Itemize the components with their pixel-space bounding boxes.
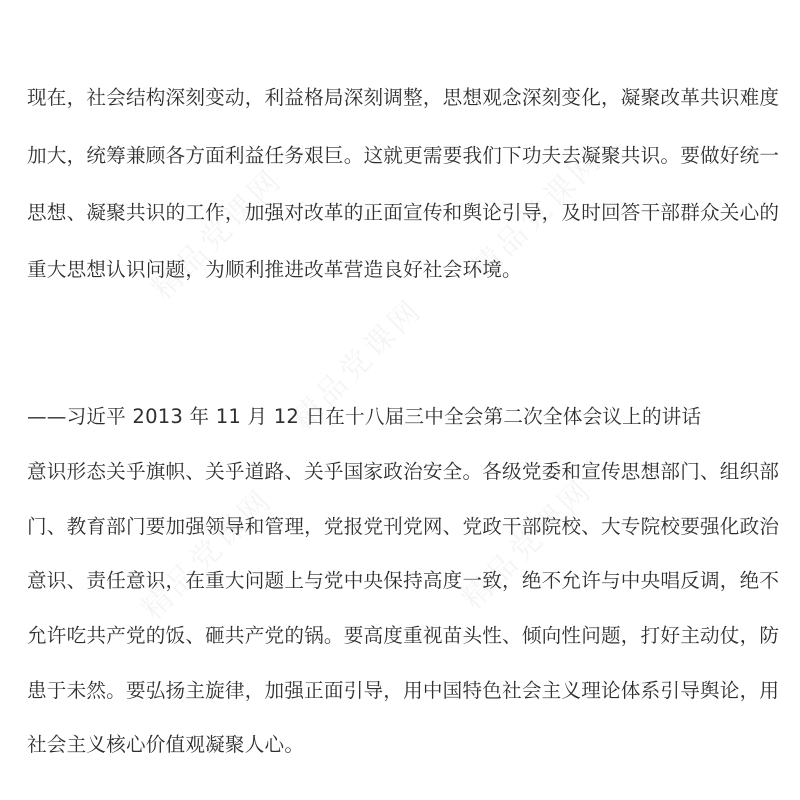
text-line: 加大，统筹兼顾各方面利益任务艰巨。这就更需要我们下功夫去凝聚共识。要做好统一: [27, 144, 780, 167]
watermark: [129, 476, 280, 627]
text-line: 允许吃共产党的饭、砸共产党的锅。要高度重视苗头性、倾向性问题，打好主动仗，防: [27, 624, 780, 647]
watermark: [139, 156, 290, 307]
text-line: 重大思想认识问题，为顺利推进改革营造良好社会环境。: [27, 258, 522, 281]
watermark: [449, 466, 600, 617]
attribution: ——习近平 2013 年 11 月 12 日在十八届三中全会第二次全体会议上的讲话: [27, 405, 702, 428]
text-line: 现在，社会结构深刻变动，利益格局深刻调整，思想观念深刻变化，凝聚改革共识难度: [27, 86, 780, 109]
text-line: 思想、凝聚共识的工作，加强对改革的正面宣传和舆论引导，及时回答干部群众关心的: [27, 201, 780, 224]
text-line: 社会主义核心价值观凝聚人心。: [27, 733, 305, 756]
text-line: 意识形态关乎旗帜、关乎道路、关乎国家政治安全。各级党委和宣传思想部门、组织部: [27, 460, 780, 483]
text-line: 门、教育部门要加强领导和管理，党报党刊党网、党政干部院校、大专院校要强化政治: [27, 515, 780, 538]
text-line: 意识、责任意识，在重大问题上与党中央保持高度一致，绝不允许与中央唱反调，绝不: [27, 569, 780, 592]
text-line: 患于未然。要弘扬主旋律，加强正面引导，用中国特色社会主义理论体系引导舆论，用: [27, 679, 780, 702]
